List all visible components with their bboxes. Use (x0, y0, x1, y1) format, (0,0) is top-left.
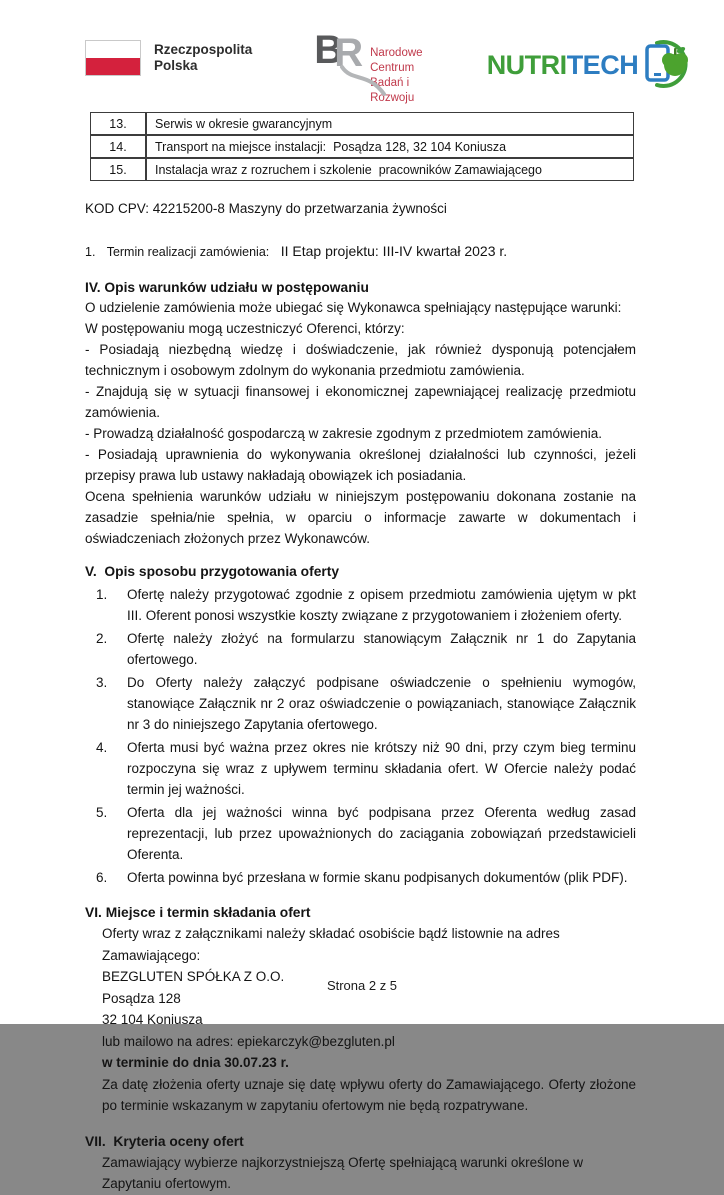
list-item-text: Ofertę należy przygotować zgodnie z opisem przedmiotu zamówienia ujętym w pkt III. Oferent ponosi wszystkie koszty związane z przygotowaniem i złożeniem oferty. (127, 587, 636, 623)
row-number: 14. (90, 135, 146, 158)
ncbr-letter-b: B (314, 28, 344, 72)
ncbr-logo (314, 28, 442, 106)
email-line: lub mailowo na adres: epiekarczyk@bezgluten.pl (102, 1033, 395, 1049)
table-row (90, 135, 634, 158)
list-item-number: 2. (96, 631, 108, 646)
list-item (85, 737, 636, 800)
nutritech-word-tech: TECH (566, 49, 639, 80)
section-iv-paragraph: - Posiadają niezbędną wiedzę i doświadczenie, jak również dysponują potencjałem technicznym i osobowym zdolnym do wykonania przedmiotu zamówienia. (85, 342, 636, 378)
section-vi-intro: Oferty wraz z załącznikami należy składać osobiście bądź listownie na adres Zamawiającego: (102, 926, 560, 963)
list-item (85, 802, 636, 865)
list-item-text: Ofertę należy złożyć na formularzu stanowiącym Załącznik nr 1 do Zapytania ofertowego. (127, 631, 636, 667)
section-iv-paragraph: Ocena spełnienia warunków udziału w niniejszym postępowaniu dokonana zostanie na zasadzie spełnia/nie spełnia, w oparciu o informacje zawarte w dokumentach i oświadczeniach złożonych przez Wykonawców. (85, 489, 636, 546)
section-vii-heading: VII. Kryteria oceny ofert (85, 1133, 244, 1149)
cpv-code-line: KOD CPV: 42215200-8 Maszyny do przetwarzania żywności (85, 201, 447, 216)
termin-number: 1. (85, 245, 96, 259)
list-item-number: 6. (96, 870, 108, 885)
section-iv-paragraph: - Prowadzą działalność gospodarczą w zakresie zgodnym z przedmiotem zamówienia. (85, 426, 602, 441)
row-number: 15. (90, 158, 146, 181)
poland-logo-line2: Polska (154, 58, 198, 73)
list-item (85, 628, 636, 670)
poland-flag-icon (85, 40, 141, 76)
ncbr-logo-icon (314, 28, 368, 92)
list-item-text: Do Oferty należy załączyć podpisane oświadczenie o spełnieniu wymogów, stanowiące Załącznik nr 2 oraz oświadczenie o powiązaniach, stanowiące Załącznik nr 3 do niniejszego Zapytania ofertowego. (127, 675, 636, 732)
ncbr-swoosh-icon (338, 66, 390, 96)
address-line: 32 104 Koniusza (102, 1012, 203, 1027)
nutritech-logo (487, 40, 694, 90)
section-iv-paragraph: O udzielenie zamówienia może ubiegać się Wykonawca spełniający następujące warunki: (85, 300, 622, 315)
nutritech-word-nutri: NUTRI (486, 49, 567, 80)
termin-label: Termin realizacji zamówienia: (106, 245, 270, 259)
section-iv-paragraph: - Posiadają uprawnienia do wykonywania określonej działalności lub czynności, jeżeli przepisy prawa lub ustawy nakładają obowiązek ich posiadania. (85, 447, 636, 483)
table-row (90, 158, 634, 181)
poland-logo (85, 40, 252, 76)
section-v-list (85, 584, 636, 888)
items-table (90, 112, 634, 181)
termin-line (85, 243, 636, 259)
ncbr-letter-r: R (334, 31, 364, 75)
section-iv-paragraph: W postępowaniu mogą uczestniczyć Oferenci, którzy: (85, 321, 405, 336)
ncbr-logo-line2: Badań i Rozwoju (370, 77, 415, 104)
list-item-number: 1. (96, 587, 108, 602)
section-iv-paragraph: - Znajdują się w sytuacji finansowej i ekonomicznej zapewniającej realizację przedmiotu zamówienia. (85, 384, 636, 420)
row-number: 13. (90, 112, 146, 135)
row-text: Transport na miejsce instalacji: Posądza 128, 32 104 Koniusza (146, 135, 634, 158)
section-iv-heading: IV. Opis warunków udziału w postępowaniu (85, 280, 369, 295)
row-text: Serwis w okresie gwarancyjnym (146, 112, 634, 135)
header-logos (85, 28, 639, 104)
list-item-number: 3. (96, 675, 108, 690)
page-number: Strona 2 z 5 (326, 978, 398, 993)
company-name: BEZGLUTEN SPÓŁKA Z O.O. (102, 969, 285, 984)
poland-logo-text (154, 42, 252, 74)
address-line: Posądza 128 (102, 990, 181, 1006)
list-item-text: Oferta powinna być przesłana w formie skanu podpisanych dokumentów (plik PDF). (127, 870, 628, 885)
list-item-number: 5. (96, 805, 108, 820)
section-vi-heading: VI. Miejsce i termin składania ofert (85, 905, 311, 920)
list-item (85, 672, 636, 735)
list-item-number: 4. (96, 740, 108, 755)
section-vii-body: Zamawiający wybierze najkorzystniejszą Ofertę spełniającą warunki określone w Zapytaniu ofertowym. (102, 1154, 583, 1191)
deadline-line: w terminie do dnia 30.07.23 r. (102, 1055, 289, 1070)
list-item (85, 867, 636, 888)
termin-value: II Etap projektu: III-IV kwartał 2023 r. (280, 243, 508, 259)
section-vi-note: Za datę złożenia oferty uznaje się datę wpływu oferty do Zamawiającego. Oferty złożone po terminie wskazanym w zapytaniu ofertowym nie będą rozpatrywane. (102, 1076, 636, 1113)
ncbr-logo-line1: Narodowe Centrum (370, 47, 423, 74)
row-text: Instalacja wraz z rozruchem i szkolenie pracowników Zamawiającego (146, 158, 634, 181)
list-item-text: Oferta musi być ważna przez okres nie krótszy niż 90 dni, przy czym bieg terminu rozpoczyna się wraz z upływem terminu składania ofert. W Ofercie należy podać termin jej ważności. (127, 740, 636, 797)
section-v-heading: V. Opis sposobu przygotowania oferty (85, 564, 340, 579)
poland-logo-line1: Rzeczpospolita (154, 42, 253, 57)
nutritech-phone-apple-icon (643, 36, 693, 90)
list-item (85, 584, 636, 626)
list-item-text: Oferta dla jej ważności winna być podpisana przez Oferenta według zasad reprezentacji, lub przez upoważnionych do zaciągania zobowiązań przedstawicieli Oferenta. (127, 805, 636, 862)
section-vi-body (102, 923, 636, 1117)
table-row (90, 112, 634, 135)
